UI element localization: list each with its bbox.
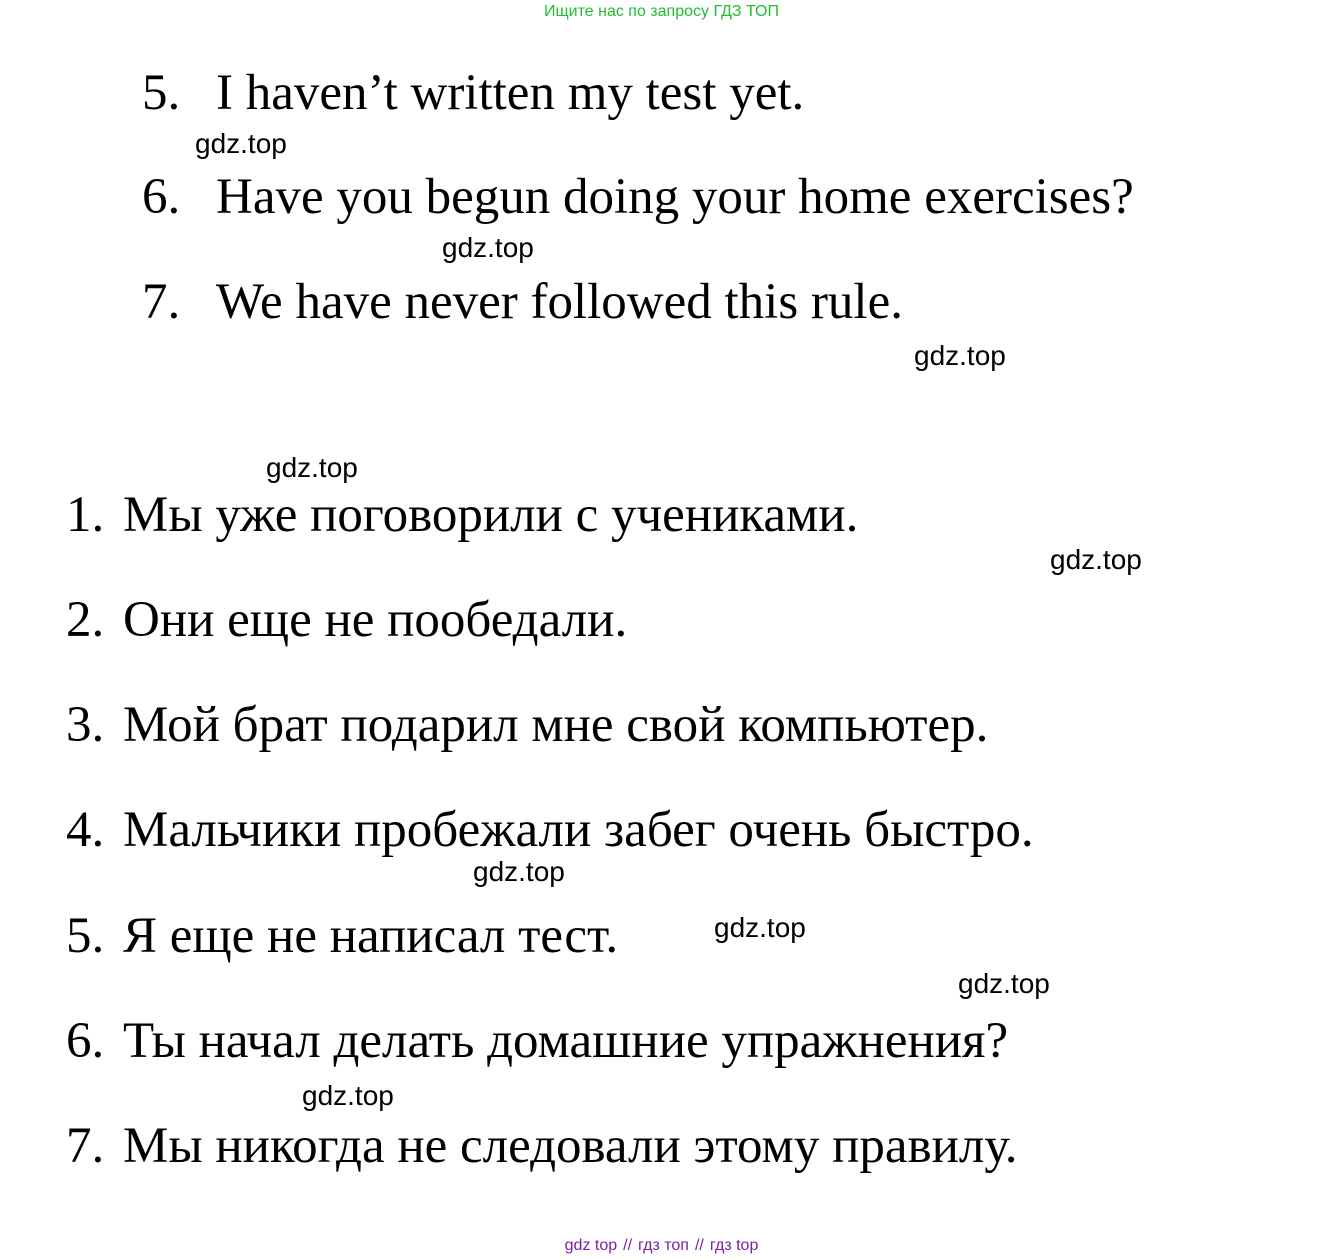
sentence-number: 7. [142,274,181,330]
sentence-text: Я еще не написал тест. [123,908,619,964]
sentence-text: Have you begun doing your home exercises? [216,169,1134,225]
sentence-text: Они еще не пообедали. [123,592,628,648]
sentence-number: 3. [66,697,105,753]
sentence-text: Мы уже поговорили с учениками. [123,487,859,543]
sentence-text: We have never followed this rule. [216,274,903,330]
watermark: gdz.top [442,232,534,263]
top-banner[interactable]: Ищите нас по запросу ГДЗ ТОП [544,3,779,20]
sentence-number: 2. [66,592,105,648]
sentence-number: 6. [66,1013,105,1069]
watermark: gdz.top [958,968,1050,999]
watermark: gdz.top [714,912,806,943]
footer-link-gdz-top-ru[interactable]: гдз топ [638,1237,689,1254]
footer-link-gdz-top[interactable]: gdz top [564,1237,618,1254]
sentence-text: I haven’t written my test yet. [216,65,805,121]
sentence-text: Мы никогда не следовали этому правилу. [123,1118,1018,1174]
english-sentence-6 [142,169,1134,225]
russian-sentence-7 [66,1118,1018,1174]
watermark: gdz.top [266,452,358,483]
footer-links [0,1236,1323,1256]
sentence-number: 1. [66,487,105,543]
sentence-number: 6. [142,169,181,225]
sentence-number: 7. [66,1118,105,1174]
sentence-number: 4. [66,802,105,858]
russian-sentence-5 [66,908,619,964]
watermark: gdz.top [473,856,565,887]
russian-sentence-6 [66,1013,1009,1069]
english-sentence-5 [142,65,805,121]
watermark: gdz.top [302,1080,394,1111]
russian-sentence-1 [66,487,859,543]
sentence-text: Мой брат подарил мне свой компьютер. [123,697,989,753]
english-sentence-7 [142,274,903,330]
footer-link-gdz-top-mixed[interactable]: гдз top [709,1237,759,1254]
russian-sentence-4 [66,802,1034,858]
sentence-number: 5. [142,65,181,121]
footer-separator: // [623,1237,633,1254]
sentence-text: Ты начал делать домашние упражнения? [123,1013,1009,1069]
watermark: gdz.top [195,128,287,159]
russian-sentence-2 [66,592,628,648]
watermark: gdz.top [914,340,1006,371]
russian-sentence-3 [66,697,989,753]
watermark: gdz.top [1050,544,1142,575]
sentence-number: 5. [66,908,105,964]
sentence-text: Мальчики пробежали забег очень быстро. [123,802,1034,858]
footer-separator: // [694,1237,704,1254]
